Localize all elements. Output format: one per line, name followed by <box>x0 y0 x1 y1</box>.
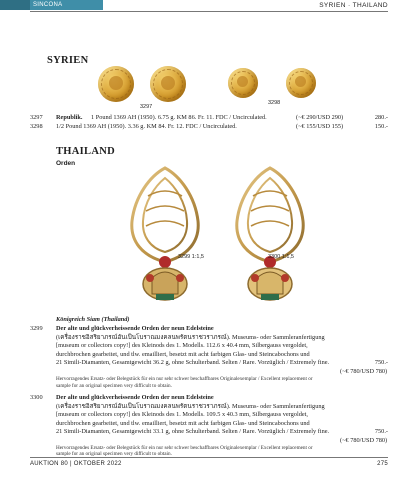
coin-3297-reverse <box>150 66 186 102</box>
coin-3298-reverse <box>286 68 316 98</box>
lot-desc-line: 21 Simili-Diamanten, Gesamtgewicht 33.1 g, ohne Schulterband. Selten / Rare. Vorzüglich / Extremely fine. <box>56 428 330 435</box>
lot-desc-line: [museum or collectors copy!] des Kleinods des 1. Modells. 112.6 x 40.4 mm, Silbergauss vergoldet, <box>56 342 308 349</box>
header-rule <box>30 11 388 12</box>
lot-desc-line: durchbrochen gearbeitet, und tlw. emailliert, besetzt mit acht farbigen Glas- und Steincabochons und <box>56 350 310 358</box>
lot-desc-line: durchbrochen gearbeitet, und tlw. emailliert, besetzt mit acht farbigen Glas- und Steincabochons und <box>56 419 310 427</box>
lot-note-line: Hervorragendes Ersatz- oder Belegstück für ein nur sehr schwer beschaffbares Originalexemplar / Excellent replacement or <box>56 376 313 382</box>
lot-estimate: (~€ 780/USD 780) <box>340 367 388 375</box>
footer-rule <box>30 457 388 458</box>
image-label-3300: 3300 1:1,5 <box>268 254 294 260</box>
lot-note-line: Hervorragendes Ersatz- oder Belegstück für ein nur sehr schwer beschaffbares Originalexemplar / Excellent replacement or <box>56 445 313 451</box>
lot-estimate: (~€ 155/USD 155) <box>296 123 344 130</box>
lot-note-line: sample for an original specimen very difficult to obtain. <box>56 383 172 389</box>
lot-estimate: (~€ 290/USD 290) <box>296 114 344 121</box>
brand-label: SINCONA <box>30 0 103 10</box>
footer-auction: AUKTION 80 | OKTOBER 2022 <box>30 461 122 467</box>
section-title-syria: SYRIEN <box>47 55 89 66</box>
lot-desc-line: [museum or collectors copy!] des Kleinods des 1. Modells. 109.5 x 40.3 mm, Silbergauss vergoldet, <box>56 411 308 418</box>
section-subtitle: Orden <box>56 160 76 167</box>
section-title-thailand: THAILAND <box>56 146 115 157</box>
lot-estimate: (~€ 780/USD 780) <box>340 436 388 444</box>
lot-price: 150.- <box>374 123 388 130</box>
lot-description: 1/2 Pound 1369 AH (1950). 3.36 g. KM 84. Fr. 12. FDC / Uncirculated. <box>56 123 237 130</box>
lot-title: Der alte und glückverheissende Orden der neun Edelsteine <box>56 394 214 401</box>
lot-title: Der alte und glückverheissende Orden der neun Edelsteine <box>56 325 214 332</box>
section-header: SYRIEN · THAILAND <box>319 2 388 9</box>
lot-price: 750.- <box>374 359 388 366</box>
lot-name: Republik. <box>56 114 83 121</box>
lot-number: 3297 <box>30 114 43 121</box>
lot-description: 1 Pound 1369 AH (1950). 6.75 g. KM 86. Fr. 11. FDC / Uncirculated. <box>91 114 267 121</box>
lot-price: 750.- <box>374 428 388 435</box>
lot-note-line: sample for an original specimen very difficult to obtain. <box>56 451 172 457</box>
order-badge-3300 <box>237 168 303 300</box>
lot-desc-line: 21 Simili-Diamanten, Gesamtgewicht 36.2 g, ohne Schulterband. Selten / Rare. Vorzüglich / Extremely fine. <box>56 359 330 366</box>
coin-label-3298: 3298 <box>268 100 281 106</box>
coin-3297-obverse <box>98 66 134 102</box>
lot-price: 280.- <box>374 114 388 121</box>
lot-number: 3298 <box>30 123 43 130</box>
lot-desc-line: (เครื่องราชอิสริยาภรณ์อันเป็นโบราณมงคลนพรัตนราชวราภรณ์). Museums- oder Sammleranfertigung <box>56 402 325 410</box>
kingdom-heading: Königreich Siam (Thailand) <box>56 316 130 323</box>
page-number: 275 <box>377 461 388 467</box>
coin-label-3297: 3297 <box>140 104 153 110</box>
lot-desc-line: (เครื่องราชอิสริยาภรณ์อันเป็นโบราณมงคลนพรัตนราชวราภรณ์). Museums- oder Sammleranfertigung <box>56 333 325 341</box>
lot-number: 3299 <box>30 325 43 332</box>
order-badge-3299 <box>132 168 198 300</box>
lot-number: 3300 <box>30 394 43 401</box>
image-label-3299: 3299 1:1,5 <box>178 254 204 260</box>
order-badges-image <box>110 166 320 316</box>
coin-3298-obverse <box>228 68 258 98</box>
